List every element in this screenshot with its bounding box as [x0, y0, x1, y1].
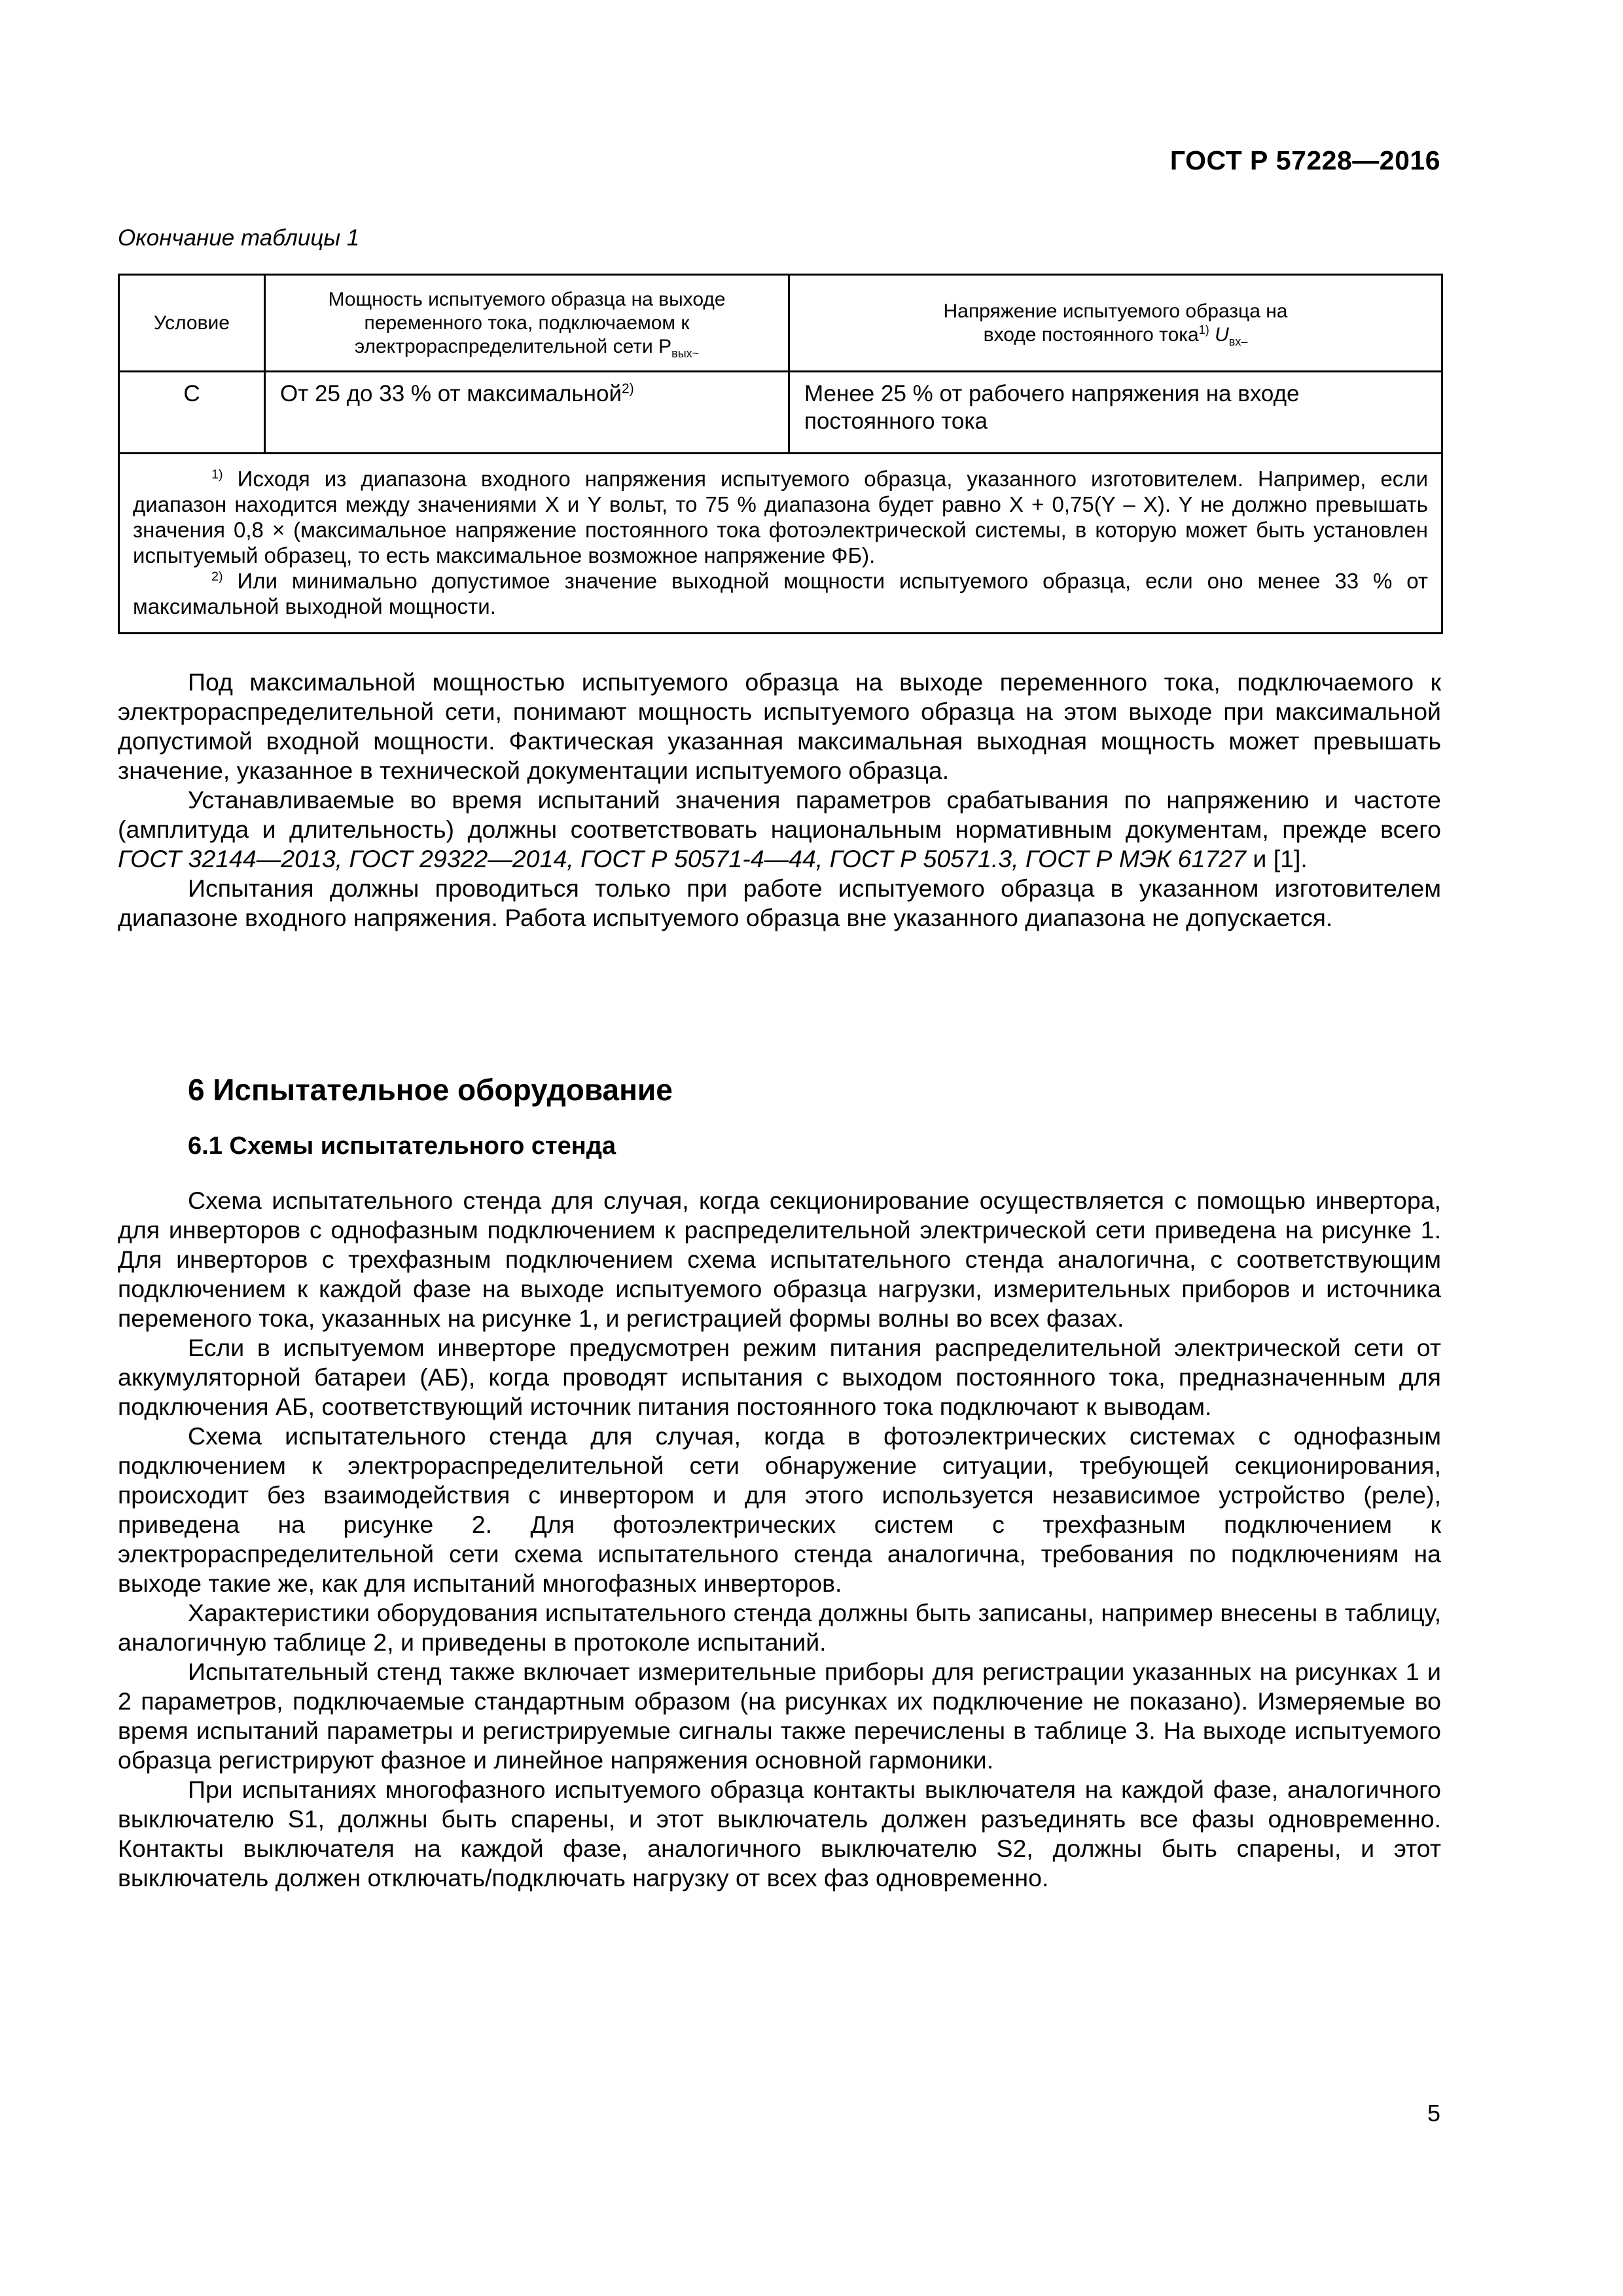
paragraph: Схема испытательного стенда для случая, когда секционирование осуществляется с помощью инвертора, для инверторов с однофазным подключением к распределительной электрической сети приведена на рисунке 1. Для инверторов с трехфазным подключением схема испытательного стенда аналогична, с соответствующим подключением к каждой фазе на выходе испытуемого образца нагрузки, измерительных приборов и источника переменого тока, указанных на рисунке 1, и регистрацией формы волны во всех фазах.: [118, 1187, 1441, 1332]
cell-output-power-footnote: 2): [622, 381, 634, 397]
header-input-voltage-subscript: вх–: [1228, 334, 1248, 348]
paragraph-text: Устанавливаемые во время испытаний значения параметров срабатывания по напряжению и частоте (амплитуда и длительность) должны соответствовать национальным нормативным документам, прежде всего: [118, 786, 1441, 843]
table-row: [119, 372, 1442, 454]
cell-input-voltage: Менее 25 % от рабочего напряжения на входе постоянного тока: [789, 372, 1442, 454]
cell-output-power: [265, 372, 789, 454]
note-text: Исходя из диапазона входного напряжения испытуемого образца, указанного изготовителем. Например, если диапазон находится между значениями X и Y вольт, то 75 % диапазона будет равно X + 0,75(Y – X). Y не должно превышать значения 0,8 × (максимальное напряжение постоянного тока фотоэлектрической системы, в которую может быть установлен испытуемый образец, то есть максимальное возможное напряжение ФБ).: [133, 467, 1428, 567]
header-input-voltage: [789, 275, 1442, 372]
standards-references: ГОСТ 32144—2013, ГОСТ 29322—2014, ГОСТ Р 50571-4—44, ГОСТ Р 50571.3, ГОСТ Р МЭК 61727: [118, 845, 1246, 872]
table-note: [133, 568, 1428, 619]
conditions-table: [118, 274, 1443, 634]
table-note: [133, 466, 1428, 568]
paragraph: Характеристики оборудования испытательного стенда должны быть записаны, например внесены в таблицу, аналогичную таблице 2, и приведены в протоколе испытаний.: [118, 1599, 1441, 1656]
paragraph: Под максимальной мощностью испытуемого образца на выходе переменного тока, подключаемого к электрораспределительной сети, понимают мощность испытуемого образца на этом выходе при максимальной допустимой входной мощности. Фактическая указанная максимальная выходная мощность может превышать значение, указанное в технической документации испытуемого образца.: [118, 668, 1441, 784]
section-title: 6 Испытательное оборудование: [188, 1073, 673, 1107]
page-number: 5: [1427, 2100, 1440, 2126]
paragraph: Испытательный стенд также включает измерительные приборы для регистрации указанных на рисунках 1 и 2 параметров, подключаемые стандартным образом (на рисунках их подключение не показано). Измеряемые во время испытаний параметры и регистрируемые сигналы также перечислены в таблице 3. На выходе испытуемого образца регистрируют фазное и линейное напряжения основной гармоники.: [118, 1658, 1441, 1774]
note-mark: 1): [211, 467, 223, 482]
cell-condition: C: [119, 372, 265, 454]
note-text: Или минимально допустимое значение выходной мощности испытуемого образца, если оно менее 33 % от максимальной выходной мощности.: [133, 569, 1428, 619]
paragraph: Испытания должны проводиться только при работе испытуемого образца в указанном изготовителем диапазоне входного напряжения. Работа испытуемого образца вне указанного диапазона не допускается.: [118, 874, 1441, 931]
header-input-voltage-symbol: U: [1215, 323, 1229, 346]
intro-text: [118, 668, 1441, 933]
header-input-voltage-footnote: 1): [1198, 323, 1209, 336]
paragraph: Если в испытуемом инверторе предусмотрен режим питания распределительной электрической сети от аккумуляторной батареи (АБ), когда проводят испытания с выходом постоянного тока, предназначенным для подключения АБ, соответствующий источник питания постоянного тока подключают к выводам.: [118, 1334, 1441, 1420]
subsection-title: 6.1 Схемы испытательного стенда: [188, 1132, 616, 1160]
paragraph: [118, 785, 1441, 874]
paragraph-text: и [1].: [1245, 845, 1308, 872]
paragraph: При испытаниях многофазного испытуемого образца контакты выключателя на каждой фазе, аналогичного выключателю S1, должны быть спарены, и этот выключатель должен разъединять все фазы одновременно. Контакты выключателя на каждой фазе, аналогичного выключателю S2, должны быть спарены, и этот выключатель должен отключать/подключать нагрузку от всех фаз одновременно.: [118, 1776, 1441, 1892]
header-condition: Условие: [119, 275, 265, 372]
table-notes-row: [119, 454, 1442, 634]
note-mark: 2): [211, 569, 223, 584]
header-output-power-subscript: вых~: [671, 346, 700, 360]
table-caption: Окончание таблицы 1: [118, 225, 360, 251]
cell-output-power-text: От 25 до 33 % от максимальной: [280, 381, 622, 406]
table-header-row: [119, 275, 1442, 372]
table-notes: [119, 454, 1442, 634]
header-output-power-text: Мощность испытуемого образца на выходе переменного тока, подключаемом к электрораспределительной сети P: [328, 288, 726, 357]
section-text: [118, 1186, 1441, 1893]
document-code: ГОСТ Р 57228—2016: [1169, 145, 1440, 175]
header-input-voltage-text: Напряжение испытуемого образца на входе постоянного тока: [943, 300, 1288, 346]
header-output-power: [265, 275, 789, 372]
paragraph: Схема испытательного стенда для случая, когда в фотоэлектрических системах с однофазным подключением к электрораспределительной сети обнаружение ситуации, требующей секционирования, происходит без взаимодействия с инвертором и для этого используется независимое устройство (реле), приведена на рисунке 2. Для фотоэлектрических систем с трехфазным подключением к электрораспределительной сети схема испытательного стенда аналогична, требования по подключениям на выходе такие же, как для испытаний многофазных инверторов.: [118, 1422, 1441, 1597]
